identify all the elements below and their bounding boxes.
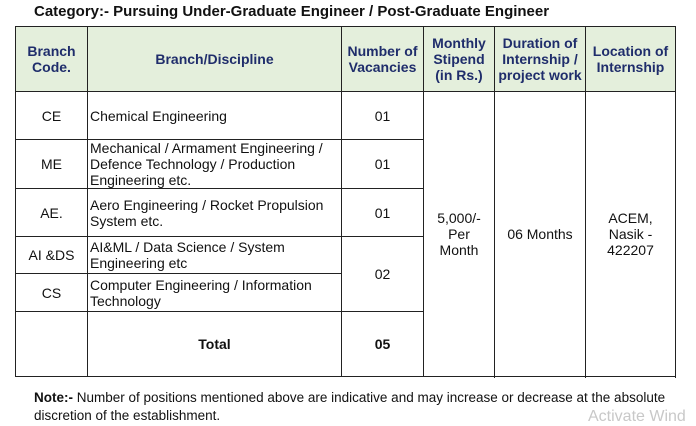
vacancies: 02 (342, 237, 424, 312)
total-label: Total (88, 312, 342, 377)
vacancies: 01 (342, 189, 424, 237)
header-duration: Duration of Internship / project work (495, 27, 586, 92)
branch-discipline: Mechanical / Armament Engineering / Defence Technology / Production Engineering etc. (88, 140, 342, 189)
branch-discipline: AI&ML / Data Science / System Engineering etc (88, 237, 342, 274)
table-row (16, 92, 676, 140)
internship-table (15, 26, 676, 377)
branch-code: AI &DS (16, 237, 88, 274)
note-text: Number of positions mentioned above are indicative and may increase or decrease at the absolute discretion of the establishment. (34, 390, 666, 423)
note (34, 389, 674, 425)
header-stipend: Monthly Stipend (in Rs.) (424, 27, 495, 92)
branch-discipline: Aero Engineering / Rocket Propulsion System etc. (88, 189, 342, 237)
branch-discipline: Computer Engineering / Information Technology (88, 274, 342, 312)
branch-discipline: Chemical Engineering (88, 92, 342, 140)
branch-code: CE (16, 92, 88, 140)
vacancies: 01 (342, 92, 424, 140)
header-branch-discipline: Branch/Discipline (88, 27, 342, 92)
branch-code: AE. (16, 189, 88, 237)
activation-watermark: Activate Wind (588, 408, 686, 425)
table-header-row (16, 27, 676, 92)
note-label: Note:- (34, 390, 73, 405)
category-title: Category:- Pursuing Under-Graduate Engineer / Post-Graduate Engineer (34, 3, 550, 20)
header-branch-code: Branch Code. (16, 27, 88, 92)
internship-duration: 06 Months (495, 92, 586, 377)
monthly-stipend: 5,000/- Per Month (424, 92, 495, 377)
internship-location: ACEM, Nasik - 422207 (586, 92, 676, 377)
header-vacancies: Number of Vacancies (342, 27, 424, 92)
branch-code: CS (16, 274, 88, 312)
branch-code: ME (16, 140, 88, 189)
header-location: Location of Internship (586, 27, 676, 92)
total-value: 05 (342, 312, 424, 377)
vacancies: 01 (342, 140, 424, 189)
total-code-empty (16, 312, 88, 377)
